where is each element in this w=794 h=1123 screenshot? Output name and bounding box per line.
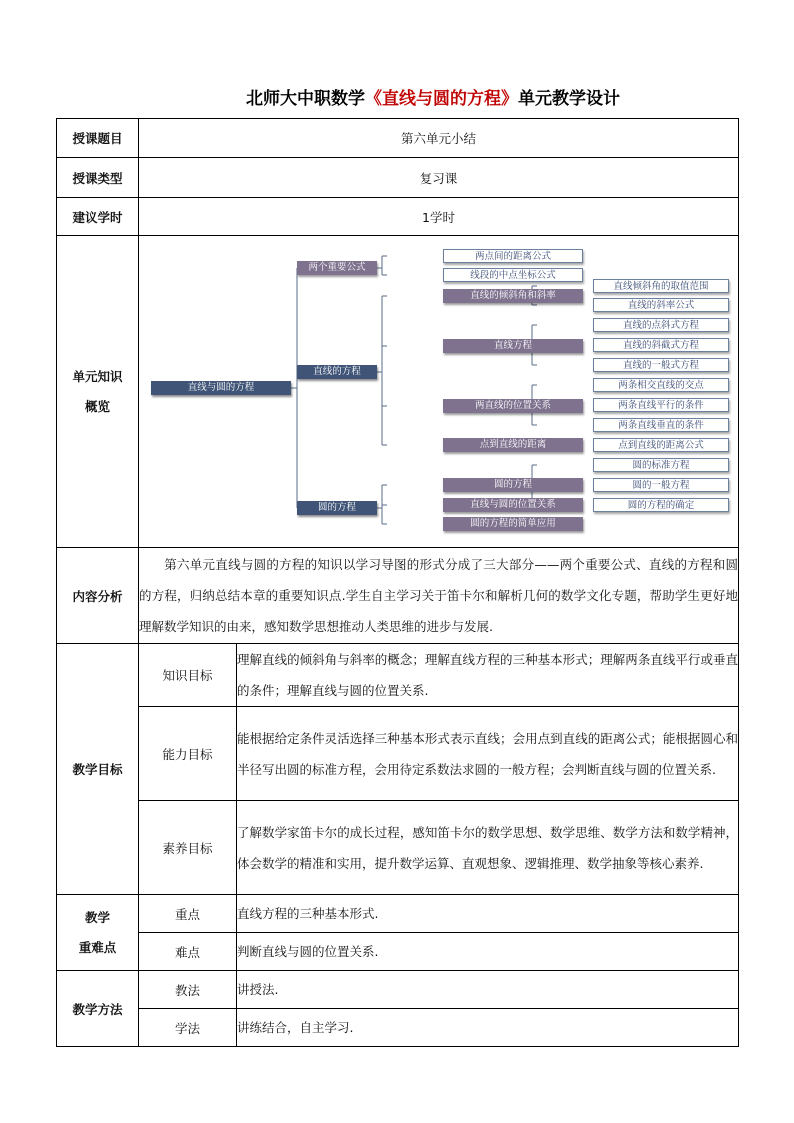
keypoints-label-line1: 教学 xyxy=(84,909,110,925)
sub-point-line-distance: 点到直线的距离 xyxy=(443,438,583,452)
hours-label: 建议学时 xyxy=(57,198,139,236)
leaf-intersection-point: 两条相交直线的交点 xyxy=(593,378,729,392)
keypoints-label-line2: 重难点 xyxy=(78,939,117,955)
topic-label: 授课题目 xyxy=(57,119,139,158)
sub-line-equation: 直线方程 xyxy=(443,339,583,353)
leaf-circle-general-form: 圆的一般方程 xyxy=(593,478,729,492)
leaf-distance-formula: 两点间的距离公式 xyxy=(443,249,583,263)
row-hours xyxy=(57,198,739,236)
goal-ability-name: 能力目标 xyxy=(139,707,237,801)
title-suffix: 单元教学设计 xyxy=(518,89,620,109)
leaf-midpoint-formula: 线段的中点坐标公式 xyxy=(443,268,583,282)
method-learning-text: 讲练结合，自主学习. xyxy=(237,1009,739,1047)
mindmap-cell xyxy=(139,236,739,548)
overview-label xyxy=(57,236,139,548)
branch-formulas: 两个重要公式 xyxy=(297,261,377,275)
goals-label: 教学目标 xyxy=(57,644,139,895)
leaf-distance-formula-point-line: 点到直线的距离公式 xyxy=(593,438,729,452)
hours-value: 1学时 xyxy=(139,198,739,236)
method-teaching-name: 教法 xyxy=(139,971,237,1009)
branch-line-equation: 直线的方程 xyxy=(297,365,377,379)
leaf-parallel-condition: 两条直线平行的条件 xyxy=(593,398,729,412)
row-analysis xyxy=(57,548,739,644)
analysis-text xyxy=(139,548,739,644)
goal-ability-text: 能根据给定条件灵活选择三种基本形式表示直线；会用点到直线的距离公式；能根据圆心和半径写出圆的标准方程，会用待定系数法求圆的一般方程；会判断直线与圆的位置关系. xyxy=(237,707,739,801)
leaf-circle-determination: 圆的方程的确定 xyxy=(593,498,729,512)
keypoints-label xyxy=(57,895,139,971)
methods-label: 教学方法 xyxy=(57,971,139,1047)
goal-literacy-name: 素养目标 xyxy=(139,801,237,895)
keypoint-difficulty-name: 难点 xyxy=(139,933,237,971)
row-method-learning xyxy=(57,1009,739,1047)
mindmap xyxy=(139,238,739,546)
analysis-text-body: 第六单元直线与圆的方程的知识以学习导图的形式分成了三大部分——两个重要公式、直线的方程和圆的方程，归纳总结本章的重要知识点.学生自主学习关于笛卡尔和解析几何的数学文化专题，帮助学生更好地理解数学知识的由来，感知数学思想推动人类思维的进步与发展. xyxy=(139,557,739,634)
leaf-inclination-range: 直线倾斜角的取值范围 xyxy=(593,279,729,293)
branch-circle-equation: 圆的方程 xyxy=(297,501,377,515)
document-title xyxy=(0,84,794,109)
leaf-point-slope-form: 直线的点斜式方程 xyxy=(593,318,729,332)
sub-line-positions: 两直线的位置关系 xyxy=(443,399,583,413)
title-prefix: 北师大中职数学 xyxy=(246,89,365,109)
leaf-perpendicular-condition: 两条直线垂直的条件 xyxy=(593,418,729,432)
sub-inclination-slope: 直线的倾斜角和斜率 xyxy=(443,289,583,303)
keypoint-focus-name: 重点 xyxy=(139,895,237,933)
row-overview xyxy=(57,236,739,548)
row-keypoint-difficulty xyxy=(57,933,739,971)
row-type xyxy=(57,158,739,198)
keypoint-focus-text: 直线方程的三种基本形式. xyxy=(237,895,739,933)
lesson-design-table xyxy=(56,118,739,1047)
topic-value: 第六单元小结 xyxy=(139,119,739,158)
row-goal-ability xyxy=(57,707,739,801)
leaf-general-form: 直线的一般式方程 xyxy=(593,358,729,372)
keypoint-difficulty-text: 判断直线与圆的位置关系. xyxy=(237,933,739,971)
type-label: 授课类型 xyxy=(57,158,139,198)
row-keypoint-focus xyxy=(57,895,739,933)
mindmap-root: 直线与圆的方程 xyxy=(151,381,291,395)
row-method-teaching xyxy=(57,971,739,1009)
goal-knowledge-name: 知识目标 xyxy=(139,644,237,707)
overview-label-line2: 概览 xyxy=(84,398,110,414)
leaf-slope-formula: 直线的斜率公式 xyxy=(593,298,729,312)
goal-literacy-text: 了解数学家笛卡尔的成长过程，感知笛卡尔的数学思想、数学思维、数学方法和数学精神，体会数学的精准和实用，提升数学运算、直观想象、逻辑推理、数学抽象等核心素养. xyxy=(237,801,739,895)
goal-knowledge-text: 理解直线的倾斜角与斜率的概念；理解直线方程的三种基本形式；理解两条直线平行或垂直的条件；理解直线与圆的位置关系. xyxy=(237,644,739,707)
leaf-circle-standard-form: 圆的标准方程 xyxy=(593,458,729,472)
method-teaching-text: 讲授法. xyxy=(237,971,739,1009)
sub-line-circle-position: 直线与圆的位置关系 xyxy=(443,498,583,512)
sub-circle-equation: 圆的方程 xyxy=(443,478,583,492)
type-value: 复习课 xyxy=(139,158,739,198)
method-learning-name: 学法 xyxy=(139,1009,237,1047)
sub-circle-application: 圆的方程的简单应用 xyxy=(443,517,583,531)
title-highlight: 《直线与圆的方程》 xyxy=(365,89,518,109)
row-topic xyxy=(57,119,739,158)
overview-label-line1: 单元知识 xyxy=(72,368,123,384)
analysis-label: 内容分析 xyxy=(57,548,139,644)
leaf-slope-intercept-form: 直线的斜截式方程 xyxy=(593,338,729,352)
row-goal-literacy xyxy=(57,801,739,895)
row-goal-knowledge xyxy=(57,644,739,707)
